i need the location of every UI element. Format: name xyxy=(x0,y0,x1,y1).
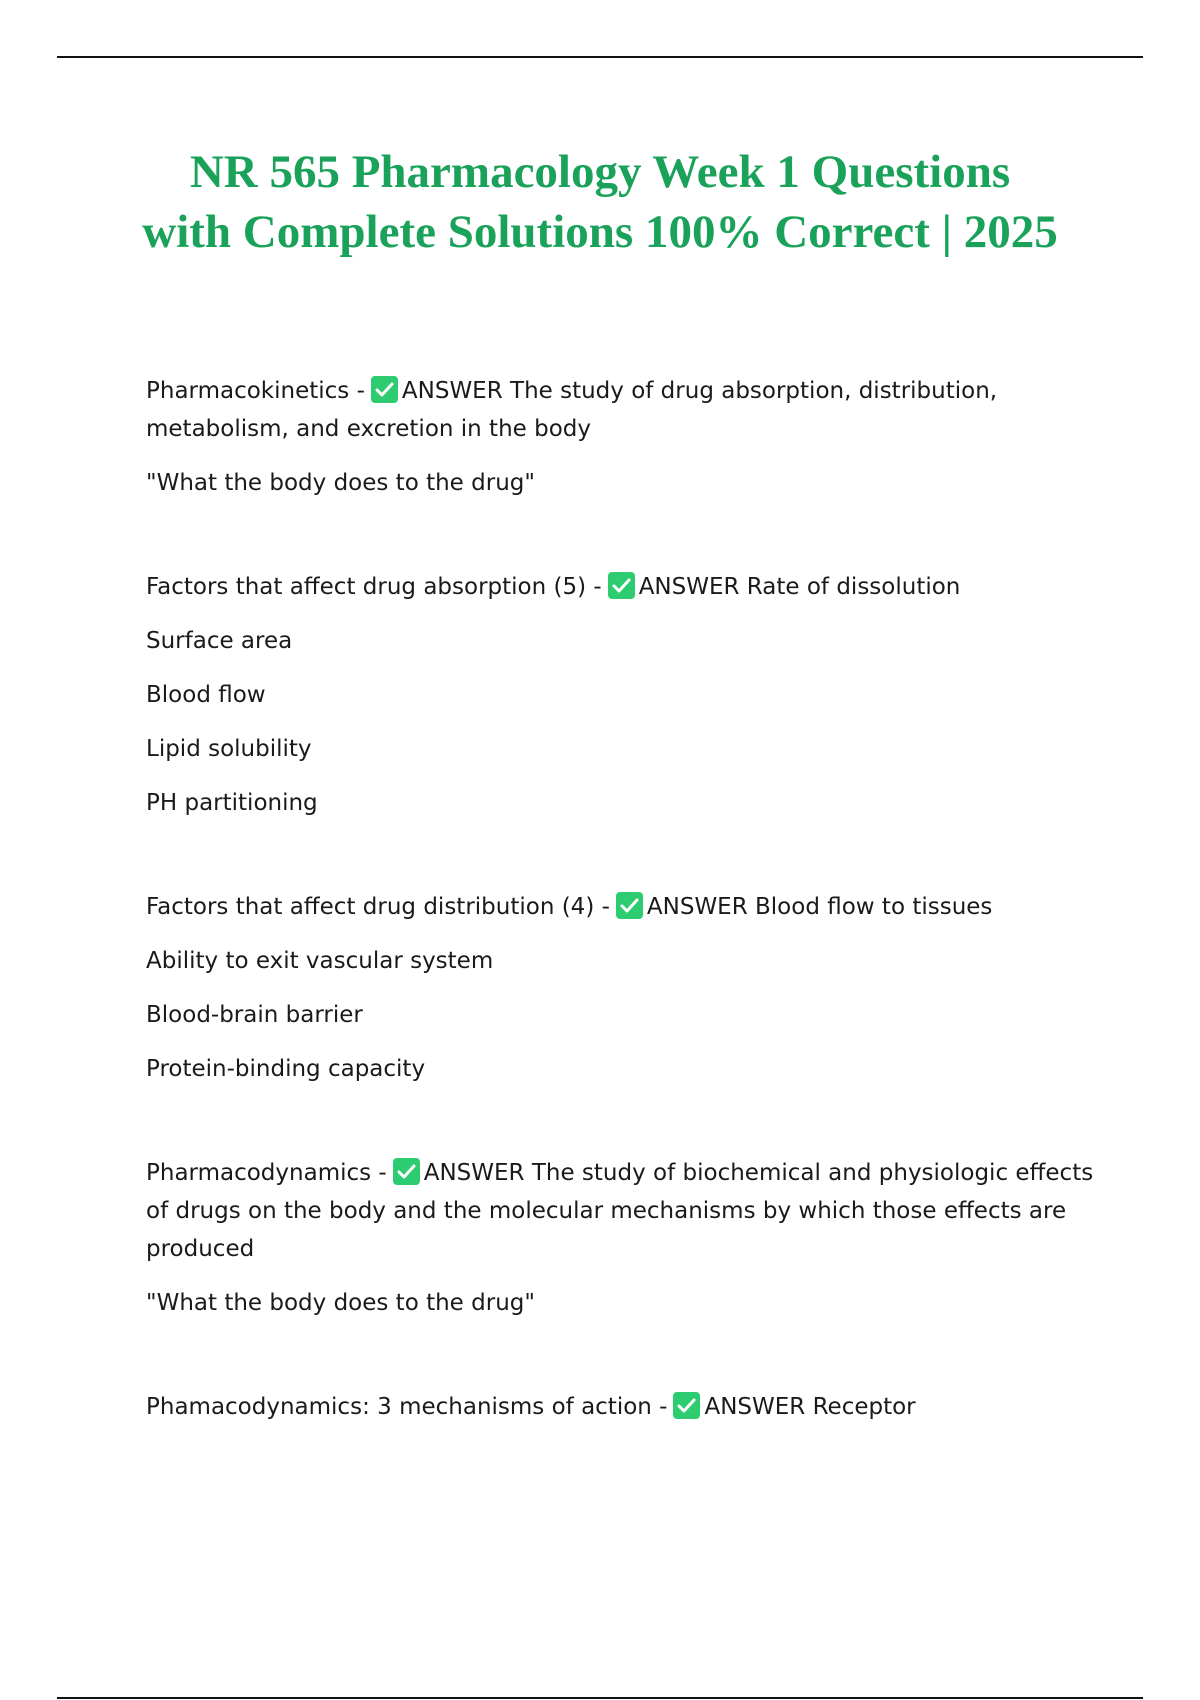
question-term: Factors that affect drug absorption (5) - xyxy=(146,574,602,600)
qa-entry-distribution-factors xyxy=(146,888,1096,1088)
answer-text: Blood flow to tissues xyxy=(755,894,993,920)
answer-text: Receptor xyxy=(812,1394,916,1420)
check-mark-icon xyxy=(371,376,398,403)
answer-extra-line: Protein-binding capacity xyxy=(146,1056,426,1082)
answer-extra-line: Lipid solubility xyxy=(146,736,312,762)
check-mark-icon xyxy=(608,572,635,599)
answer-extra-line: "What the body does to the drug" xyxy=(146,1290,535,1316)
answer-prefix: ANSWER xyxy=(646,894,748,920)
bottom-rule xyxy=(57,1697,1143,1699)
check-mark-icon xyxy=(673,1392,700,1419)
top-rule xyxy=(57,56,1143,58)
question-line xyxy=(146,372,1096,448)
question-line xyxy=(146,888,1096,926)
qa-entry-absorption-factors xyxy=(146,568,1096,822)
qa-list xyxy=(146,372,1096,1426)
answer-extra-line: Blood-brain barrier xyxy=(146,1002,363,1028)
qa-entry-pharmacodynamics xyxy=(146,1154,1096,1322)
title-line-2: with Complete Solutions 100% Correct | 2025 xyxy=(142,206,1058,258)
answer-prefix: ANSWER xyxy=(401,378,503,404)
answer-prefix: ANSWER xyxy=(423,1160,525,1186)
question-line xyxy=(146,1154,1096,1268)
question-term: Pharmacokinetics - xyxy=(146,378,365,404)
question-term: Phamacodynamics: 3 mechanisms of action - xyxy=(146,1394,668,1420)
qa-entry-pharmacokinetics xyxy=(146,372,1096,502)
question-term: Factors that affect drug distribution (4) - xyxy=(146,894,610,920)
check-mark-icon xyxy=(393,1158,420,1185)
answer-extra-line: PH partitioning xyxy=(146,790,318,816)
answer-extra-line: Surface area xyxy=(146,628,293,654)
question-line xyxy=(146,1388,1096,1426)
answer-prefix: ANSWER xyxy=(704,1394,806,1420)
question-term: Pharmacodynamics - xyxy=(146,1160,387,1186)
check-mark-icon xyxy=(616,892,643,919)
answer-text: The study of drug absorption, distribution, metabolism, and excretion in the body xyxy=(146,378,998,442)
answer-extra-line: Ability to exit vascular system xyxy=(146,948,494,974)
answer-extra-line: Blood flow xyxy=(146,682,266,708)
document-title xyxy=(100,142,1100,262)
title-line-1: NR 565 Pharmacology Week 1 Questions xyxy=(189,146,1011,198)
answer-prefix: ANSWER xyxy=(638,574,740,600)
answer-extra-line: "What the body does to the drug" xyxy=(146,470,535,496)
answer-text: The study of biochemical and physiologic effects of drugs on the body and the molecular mechanisms by which those effects are produced xyxy=(146,1160,1094,1262)
question-line xyxy=(146,568,1096,606)
qa-entry-mechanisms-of-action xyxy=(146,1388,1096,1426)
answer-text: Rate of dissolution xyxy=(746,574,961,600)
